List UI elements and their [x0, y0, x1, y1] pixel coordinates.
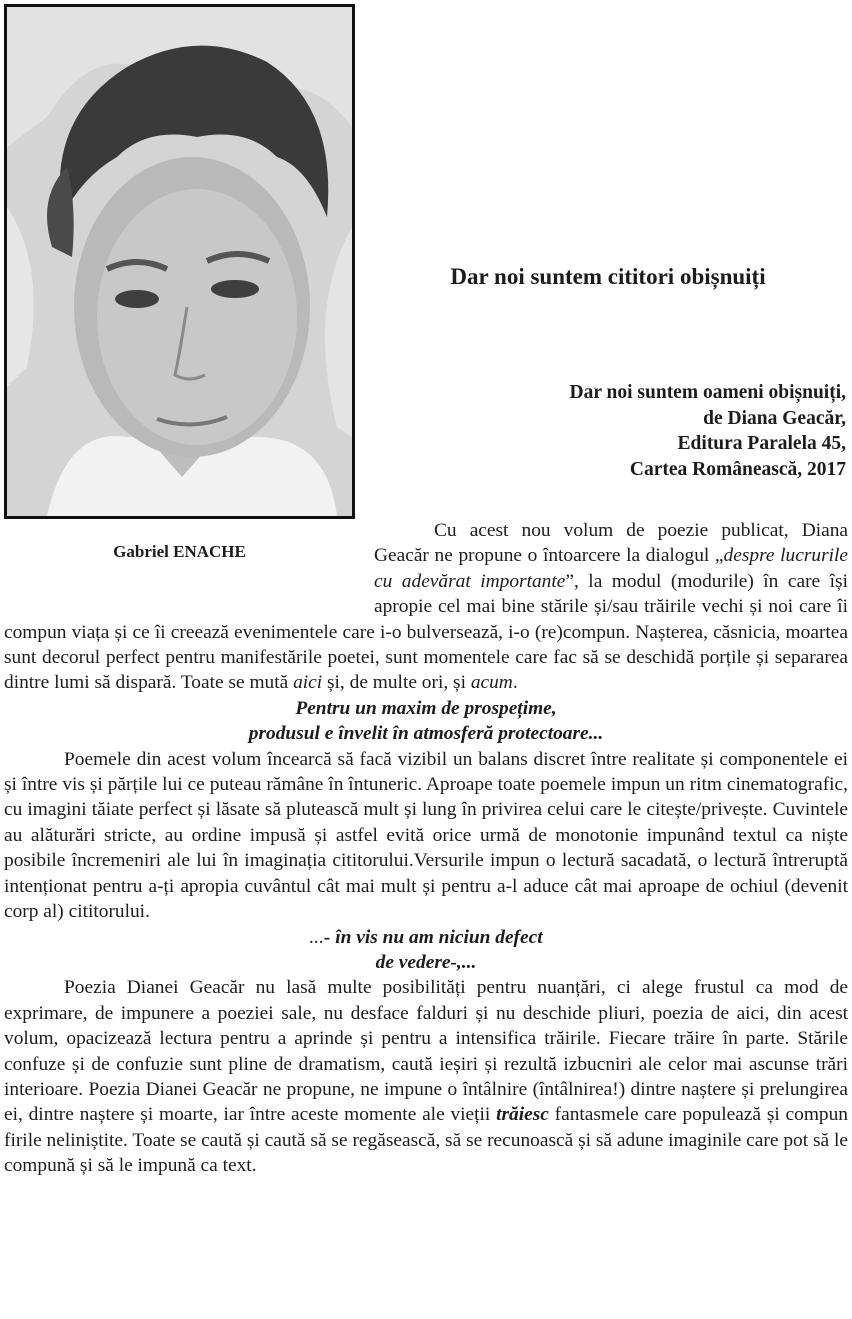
paragraph-1: Cu acest nou volum de poezie publicat, Diana Geacăr ne propune o întoarcere la dialogul „despre lucrurile cu adevărat importante”, la modul (modurile) în care își apropie cel mai bine stările și/sau trăirile vechi și noi care îi compun viața și ce îi creează evenimentele care i-o bulversează, i-o (re)compun. Nașterea, căsnicia, moartea sunt decorul perfect pentru manifestările poetei, sunt momentele care fac să se deschidă porțile și separarea dintre lumi să dispară. Toate se mută aici și, de multe ori, și acum. [4, 520, 848, 694]
article-title: Dar noi suntem cititori obișnuiți [450, 264, 766, 289]
book-publisher-line: Editura Paralela 45, [677, 433, 846, 454]
author-portrait-image [7, 7, 352, 516]
caption-spacer [4, 518, 374, 596]
subheading-1: Pentru un maxim de prospețime, produsul e învelit în atmosferă protectoare... [248, 697, 604, 745]
book-title-line: Dar noi suntem oameni obișnuiți, [569, 382, 846, 403]
book-series-line: Cartea Românească, 2017 [629, 458, 846, 480]
paragraph-3: Poezia Dianei Geacăr nu lasă multe posibilități pentru nuanțări, ci alege frustul ca mod de exprimare, de impunere a poeziei sale, nu desface falduri și nu deschide pliuri, poezia de aici, din acest volum, opacizează lectura pentru a aprinde și pentru a intensifica trăirile. Fiecare trăire în parte. Stările confuze și de confuzie sunt pline de dramatism, caută ieșiri și rezultă izbucniri ale celor mai ascunse trări interioare. Poezia Dianei Geacăr ne propune, ne impune o întâlnire (întâlnirea!) dintre naștere și prelungirea ei, dintre naștere și moarte, iar între aceste momente ale vieții trăiesc fantasmele care populează și compun firile neliniștite. Toate se caută și caută să se regăsească, să se recunoască și să adune imaginile care pot să le compună și să le impună ca text. [4, 977, 848, 1177]
paragraph-2: Poemele din acest volum încearcă să facă vizibil un balans discret între realitate și componentele ei și între vis și părțile lui ce puteau rămâne în întuneric. Aproape toate poemele impun un ritm cinematografic, cu imagini tăiate perfect și lăsate să plutească mult și lung în privirea celui care le citește/privește. Cuvintele au alăturări stricte, au ordine impusă și astfel evită orice urmă de monotonie impunând textul ca niște posibile încremeniri ale lui în imaginația cititorului.Versurile impun o lectură sacadată, o lectură întreruptă intenționat pentru a-ți apropia cuvântul cât mai mult și pentru a-l aduce cât mai aproape de ochiul (devenit corp al) cititorului. [4, 748, 848, 923]
quote-italic: despre lucrurile cu adevărat importante [374, 545, 848, 592]
article-body [4, 518, 848, 1179]
author-name: Gabriel ENACHE [113, 542, 246, 561]
subheading-2: ...- în vis nu am niciun defect de vedere-,... [309, 926, 543, 973]
book-author-line: de Diana Geacăr, [703, 407, 846, 429]
book-reference [570, 380, 846, 482]
author-photo [4, 4, 355, 519]
emphasis-word: trăiesc [496, 1104, 549, 1126]
